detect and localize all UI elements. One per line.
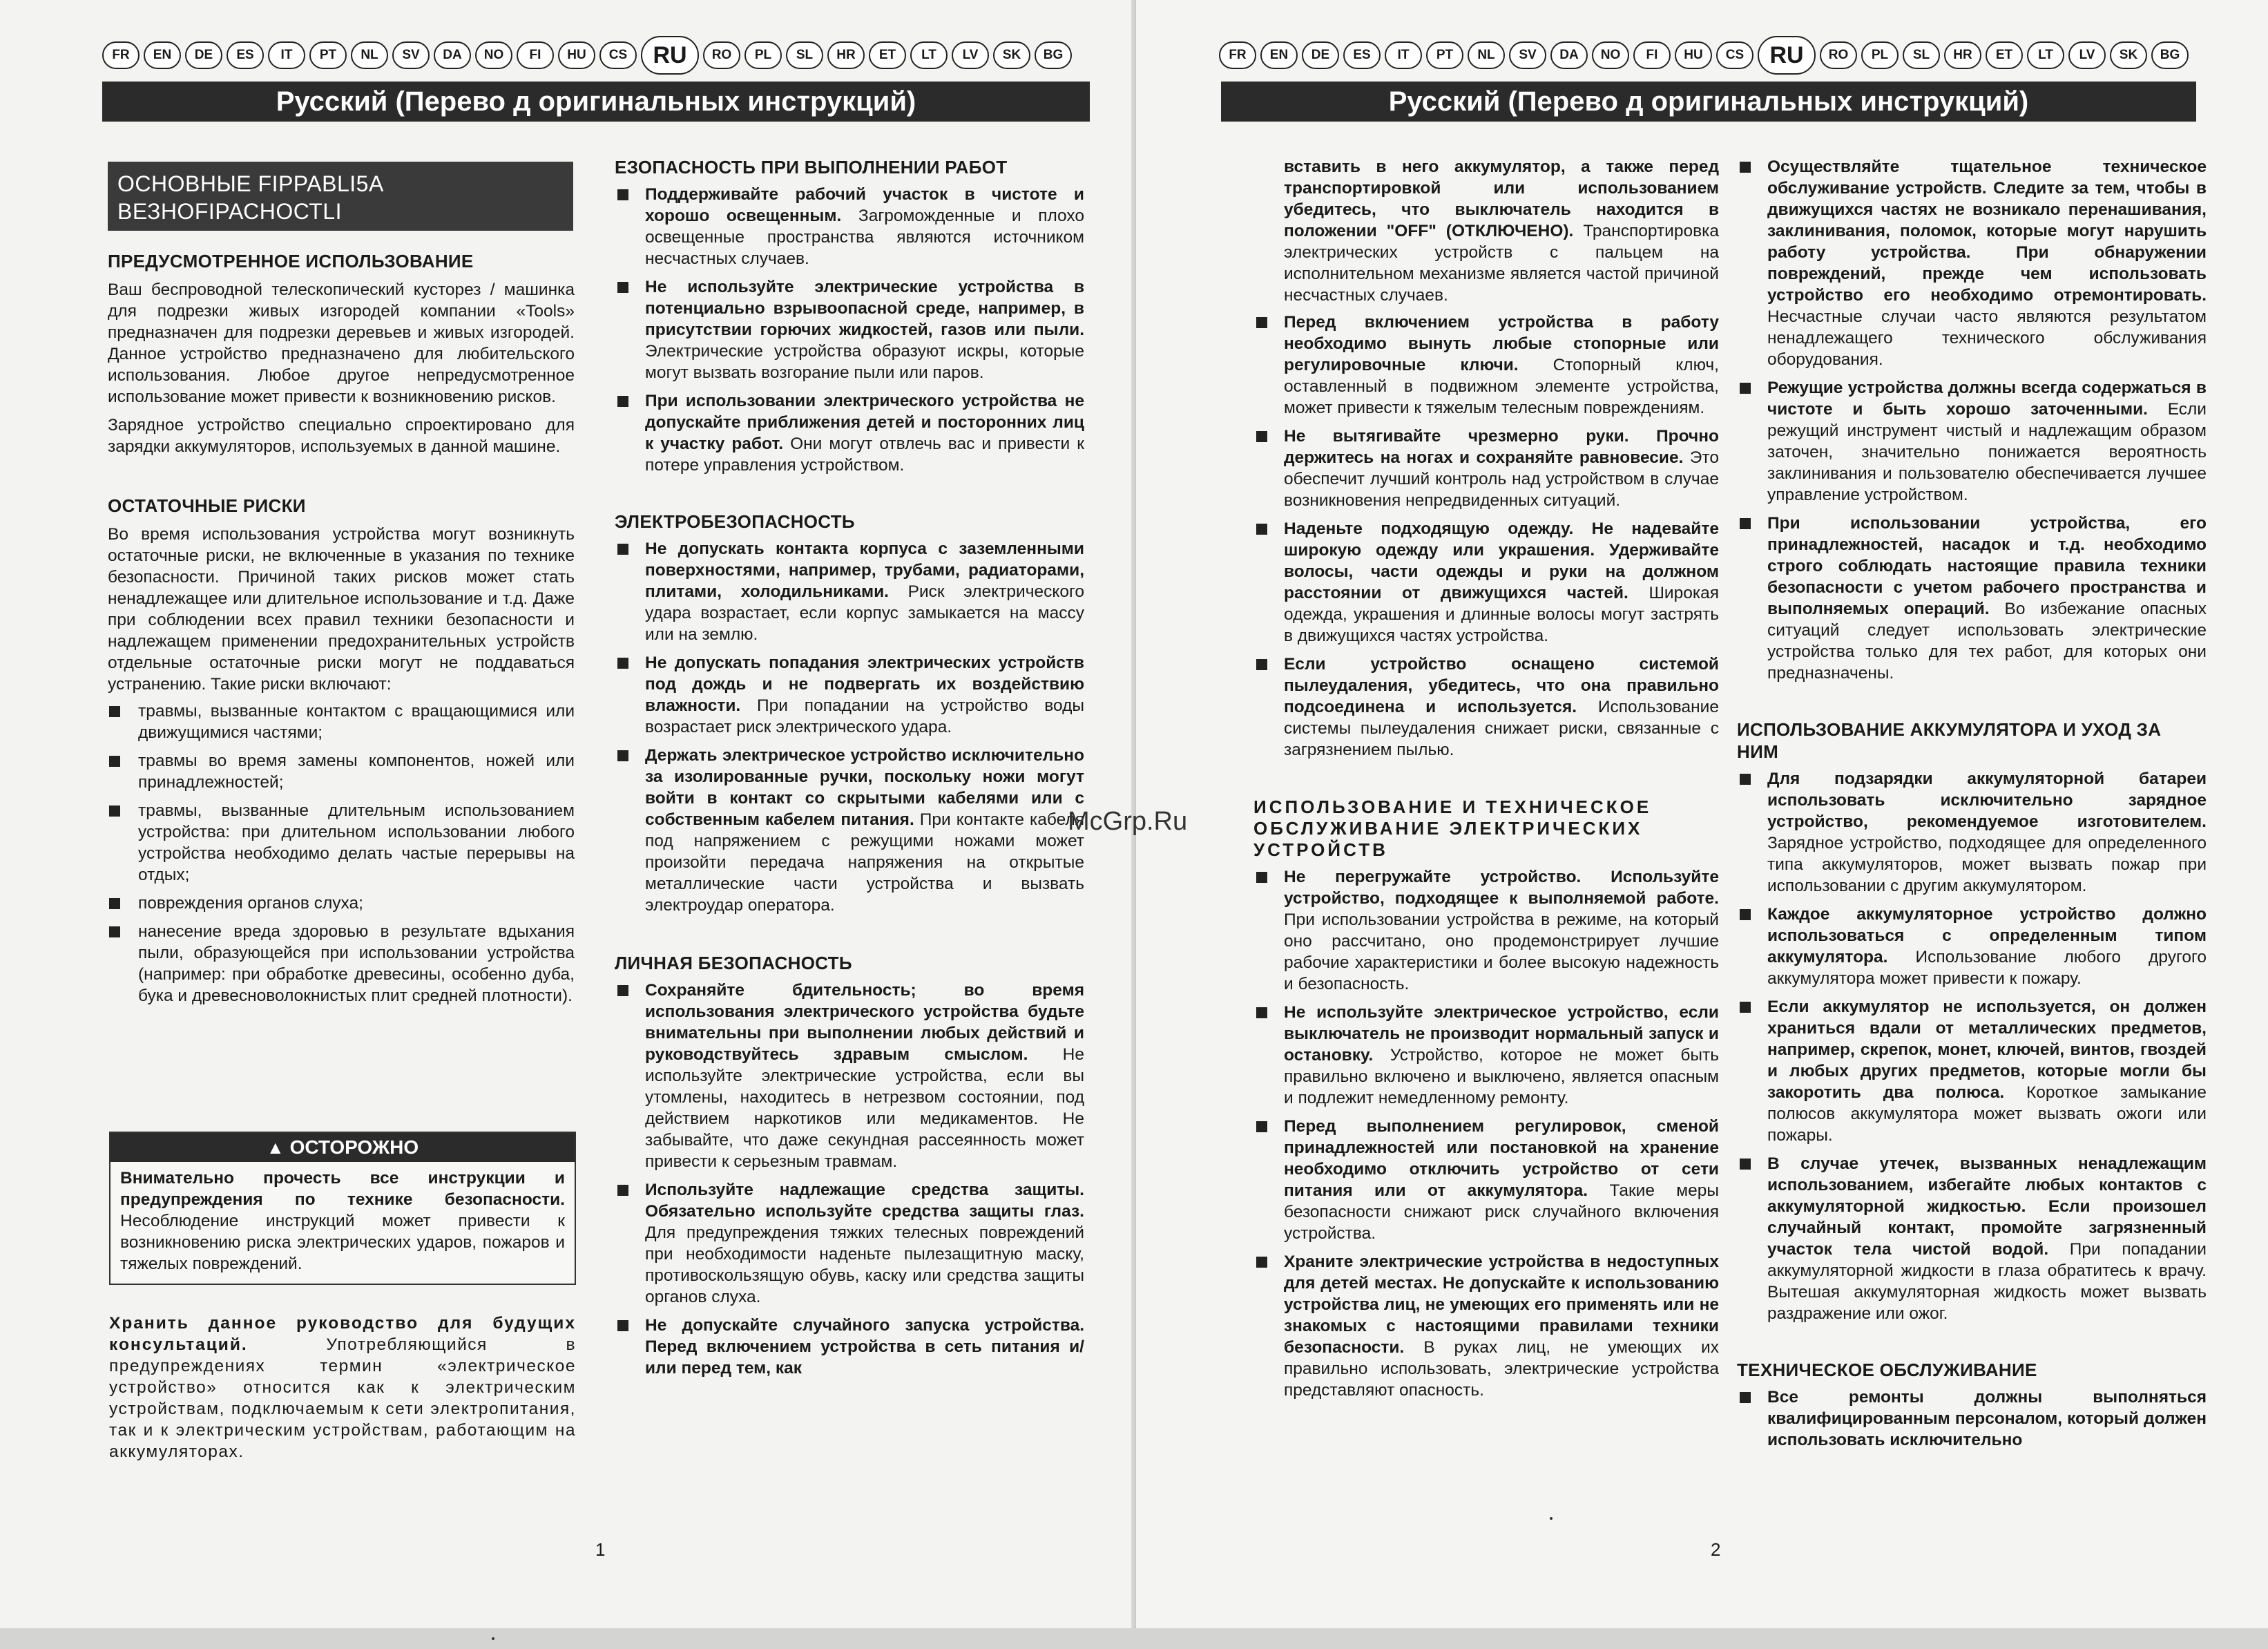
language-sk[interactable]: SK [993, 41, 1030, 69]
list-item-bold: Не перегружайте устройство. Используйте устройство, подходящее к выполняемой работе. [1284, 868, 1719, 908]
list-item-text: Стопорный ключ, оставленный в подвижном элементе устройства, может привести к тяжелым телесным повреждениям. [1284, 356, 1719, 417]
personal-safety-list-continued [1253, 312, 1719, 761]
residual-risks-heading: ОСТАТОЧНЫЕ РИСКИ [108, 495, 306, 516]
list-item-bold: Сохраняйте бдительность; во время использования электрического устройства будьте внимательны при выполнении любых действий и руководствуйтесь здравым смыслом. [645, 981, 1084, 1064]
language-ru[interactable]: RU [641, 36, 699, 75]
language-cs[interactable]: CS [1716, 41, 1753, 69]
list-item [1253, 518, 1719, 647]
language-lv[interactable]: LV [2068, 41, 2106, 69]
list-item-bold: В случае утечек, вызванных ненадлежащим использованием, избегайте любых контактов с аккумуляторной жидкостью. Если произошел случайный контакт, промойте загрязненный участок тела чистой водой. [1767, 1154, 2207, 1259]
list-item-bold: Осуществляйте тщательное техническое обслуживание устройств. Следите за тем, чтобы в движущихся частях не возникало перенашивания, заклинивания, поломок, которые могут нарушить работу устройства. При обнаружении повреждений, прежде чем использовать устройство его необходимо отремонтировать. [1767, 158, 2207, 305]
list-item-text: Такие меры безопасности снижают риск случайного включения устройства. [1284, 1181, 1720, 1243]
list-item-text: Широкая одежда, украшения и длинные волосы могут застрять в движущихся частях устройства. [1284, 584, 1719, 645]
continued-text: Транспортировка электрических устройств с пальцем на исполнительном механизме является частой причиной несчастных случаев. [1284, 222, 1719, 305]
keep-manual-bold: Хранить данное руководство для будущих консультаций. [109, 1314, 576, 1354]
list-item [615, 538, 1084, 645]
list-item [615, 276, 1084, 383]
list-item [1737, 768, 2207, 897]
language-sl[interactable]: SL [786, 41, 823, 69]
language-es[interactable]: ES [1343, 41, 1381, 69]
scan-speck [1550, 1517, 1553, 1520]
page-header: Русский (Перево д оригинальных инструкций) [102, 82, 1090, 122]
warning-text: Несоблюдение инструкций может привести к возникновению риска электрических ударов, пожаров и тяжелых повреждений. [120, 1212, 565, 1273]
battery-heading: ИСПОЛЬЗОВАНИЕ АККУМУЛЯТОРА И УХОД ЗА НИМ [1737, 719, 2162, 762]
list-item-bold: Поддерживайте рабочий участок в чистоте и хорошо освещенным. [645, 185, 1084, 225]
list-item [1253, 426, 1719, 511]
list-item-bold: Используйте надлежащие средства защиты. Обязательно используйте средства защиты глаз. [645, 1181, 1084, 1221]
list-item [1253, 1116, 1719, 1244]
language-cs[interactable]: CS [599, 41, 637, 69]
list-item [615, 390, 1084, 476]
language-hu[interactable]: HU [1675, 41, 1712, 69]
intended-use-paragraph: Ваш беспроводной телескопический кусторез / машинка для подрезки живых изгородей компании «Tools» предназначен для подрезки деревьев и живых изгородей. Данное устройство предназначено для любительского использования. Любое другое непредусмотренное использование может привести к возникновению рисков. [108, 280, 575, 406]
residual-risks-paragraph: Во время использования устройства могут возникнуть остаточные риски, не включенные в указания по технике безопасности. Причиной таких рисков может стать ненадлежащее или длительное использование и т.д. Даже при соблюдении всех правил техники безопасности и надлежащем применении предохранительных устройств отдельные остаточные риски могут не поддаваться устранению. Такие риски включают: [108, 525, 575, 694]
use-maintenance-list [1253, 866, 1719, 1401]
language-bg[interactable]: BG [2151, 41, 2189, 69]
language-de[interactable]: DE [185, 41, 222, 69]
list-item-bold: Не допускать контакта корпуса с заземленными поверхностями, например, трубами, радиаторами, плитами, холодильниками. [645, 540, 1084, 601]
language-da[interactable]: DA [1550, 41, 1588, 69]
language-it[interactable]: IT [1385, 41, 1422, 69]
list-item-bold: Не используйте электрические устройства в потенциально взрывоопасной среде, например, в присутствии горючих жидкостей, газов или пыли. [645, 278, 1084, 339]
battery-list [1737, 768, 2207, 1324]
page-number-1: 1 [595, 1539, 606, 1560]
list-item-text: При попадании на устройство воды возрастает риск электрического удара. [645, 696, 1084, 736]
language-hr[interactable]: HR [827, 41, 865, 69]
intended-use-heading: ПРЕДУСМОТРЕННОЕ ИСПОЛЬЗОВАНИЕ [108, 251, 474, 271]
warning-triangle-icon: ▲ [266, 1136, 285, 1158]
language-pl[interactable]: PL [1861, 41, 1899, 69]
scan-bottom-edge [0, 1628, 2268, 1649]
list-item: травмы во время замены компонентов, ножей или принадлежностей; [108, 750, 575, 793]
language-da[interactable]: DA [434, 41, 471, 69]
electrical-safety-list [615, 538, 1084, 916]
list-item-bold: Не допускать попадания электрических устройств под дождь и не подвергать их воздействию влажности. [645, 654, 1084, 715]
list-item-bold: Режущие устройства должны всегда содержаться в чистоте и быть хорошо заточенными. [1767, 379, 2207, 419]
language-no[interactable]: NO [475, 41, 512, 69]
list-item-bold: Если устройство оснащено системой пылеудаления, убедитесь, что она правильно подсоединена и используется. [1284, 655, 1719, 716]
list-item-text: Использование системы пылеудаления снижает риски, связанные с загрязнением пылью. [1284, 698, 1719, 759]
list-item-text: Устройство, которое не может быть правильно включено и выключено, является опасным и подлежит немедленному ремонту. [1284, 1046, 1719, 1107]
personal-safety-heading: ЛИЧНАЯ БЕЗОПАСНОСТЬ [615, 953, 852, 973]
warning-body [110, 1162, 575, 1280]
list-item [1737, 996, 2207, 1146]
list-item-text: Они могут отвлечь вас и привести к потере управления устройством. [645, 435, 1084, 475]
language-sk[interactable]: SK [2110, 41, 2147, 69]
language-sv[interactable]: SV [1509, 41, 1546, 69]
list-item-text: При контакте кабеля под напряжением с режущими ножами может произойти передача напряжения на открытые металлические части устройства и вызвать электроудар оператора. [645, 810, 1084, 915]
warning-bold-text: Внимательно прочесть все инструкции и предупреждения по технике безопасности. [120, 1169, 565, 1209]
language-fi[interactable]: FI [517, 41, 554, 69]
list-item [615, 1315, 1084, 1379]
list-item [1737, 156, 2207, 370]
list-item-bold: Каждое аккумуляторное устройство должно использоваться с определенным типом аккумулятора. [1767, 905, 2207, 966]
list-item [1737, 513, 2207, 684]
list-item-bold: Не допускайте случайного запуска устройства. Перед включением устройства в сеть питания и/или перед тем, как [645, 1316, 1084, 1378]
language-en[interactable]: EN [1260, 41, 1298, 69]
list-item [1253, 1002, 1719, 1109]
list-item [1253, 654, 1719, 761]
list-item [1737, 377, 2207, 506]
column-3 [1253, 156, 1719, 1401]
list-item-bold: Все ремонты должны выполняться квалифицированным персоналом, который должен использовать исключительно [1767, 1388, 2207, 1449]
list-item [615, 980, 1084, 1172]
language-ru[interactable]: RU [1758, 36, 1816, 75]
charger-paragraph: Зарядное устройство специально спроектировано для зарядки аккумуляторов, используемых в данной машине. [108, 416, 575, 456]
list-item-bold: Для подзарядки аккумуляторной батареи использовать исключительно зарядное устройство, рекомендуемое изготовителем. [1767, 770, 2207, 831]
page-header: Русский (Перево д оригинальных инструкций) [1221, 82, 2196, 122]
language-nl[interactable]: NL [1468, 41, 1505, 69]
language-nl[interactable]: NL [351, 41, 388, 69]
language-de[interactable]: DE [1302, 41, 1339, 69]
list-item [1253, 1251, 1719, 1401]
language-lv[interactable]: LV [952, 41, 989, 69]
list-item-bold: Если аккумулятор не используется, он должен храниться вдали от металлических предметов, например, скрепок, монет, ключей, винтов, гвоздей и любых других предметов, которые могли бы закоротить два полюса. [1767, 998, 2207, 1102]
list-item [1253, 866, 1719, 995]
language-ro[interactable]: RO [703, 41, 740, 69]
watermark: McGrp.Ru [1068, 807, 1188, 836]
list-item-text: Для предупреждения тяжких телесных повреждений при необходимости наденьте пылезащитную маску, противоскользящую обувь, каску или средства защиты органов слуха. [645, 1223, 1084, 1306]
continued-bold: вставить в него аккумулятор, а также перед транспортировкой или использованием убедитесь, что выключатель находится в положении "OFF" (ОТКЛЮЧЕНО). [1284, 158, 1719, 240]
language-selector [102, 36, 1072, 75]
list-item-bold: Перед включением устройства в работу необходимо вынуть любые стопорные или регулировочные ключи. [1284, 313, 1719, 374]
list-item-bold: Перед выполнением регулировок, сменой принадлежностей или постановкой на хранение необходимо отключить устройство от сети питания или от аккумулятора. [1284, 1117, 1719, 1200]
list-item-text: Использование любого другого аккумулятора может привести к пожару. [1767, 948, 2207, 988]
scan-speck [492, 1637, 494, 1640]
language-hr[interactable]: HR [1944, 41, 1981, 69]
list-item-text: Если режущий инструмент чистый и надлежащим образом заточен, значительно понижается вероятность заклинивания и пользователю обеспечивается лучшее управление устройством. [1767, 400, 2207, 504]
page-number-2: 2 [1711, 1539, 1721, 1560]
language-pt[interactable]: PT [1426, 41, 1463, 69]
language-fr[interactable]: FR [102, 41, 140, 69]
list-item: травмы, вызванные длительным использованием устройства: при длительном использовании любого устройства необходимо делать частые перерывы на отдых; [108, 800, 575, 886]
language-sl[interactable]: SL [1903, 41, 1940, 69]
language-hu[interactable]: HU [558, 41, 595, 69]
list-item: повреждения органов слуха; [108, 893, 575, 914]
language-et[interactable]: ET [869, 41, 906, 69]
language-es[interactable]: ES [227, 41, 264, 69]
language-selector [1219, 36, 2189, 75]
workplace-safety-list [615, 184, 1084, 476]
language-pt[interactable]: PT [309, 41, 347, 69]
list-item-bold: Не используйте электрическое устройство, если выключатель не производит нормальный запуск и остановку. [1284, 1003, 1719, 1065]
list-item-text: Риск электрического удара возрастает, если корпус замыкается на массу или на землю. [645, 582, 1084, 644]
language-it[interactable]: IT [268, 41, 305, 69]
list-item-bold: Держать электрическое устройство исключительно за изолированные ручки, поскольку ножи могут войти в контакт со скрытыми кабелями или с собственным кабелем питания. [645, 746, 1084, 829]
list-item-text: В руках лиц, не умеющих их правильно использовать, электрические устройства представляют опасность. [1284, 1338, 1719, 1400]
list-item-text: При попадании аккумуляторной жидкости в глаза обратитесь к врачу. Вытешая аккумуляторная жидкость может вызвать раздражение или ожог. [1767, 1240, 2207, 1323]
list-item-bold: При использовании устройства, его принадлежностей, насадок и т.д. необходимо строго соблюдать настоящие правила техники безопасности с учетом рабочего пространства и выполняемых операций. [1767, 514, 2207, 618]
service-heading: ТЕХНИЧЕСКОЕ ОБСЛУЖИВАНИЕ [1737, 1360, 2037, 1380]
list-item [615, 745, 1084, 916]
maintenance-list [1737, 156, 2207, 684]
language-sv[interactable]: SV [392, 41, 430, 69]
list-item [1737, 904, 2207, 989]
keep-manual-text: Употребляющийся в предупреждениях термин «электрическое устройство» относится как к электрическим устройствам, подключаемым к сети электропитания, так и к электрическим устройствам, работающим на аккумуляторах. [109, 1335, 576, 1461]
keep-manual-note [109, 1313, 576, 1462]
list-item [1737, 1386, 2207, 1451]
language-fi[interactable]: FI [1633, 41, 1671, 69]
list-item-text: Зарядное устройство, подходящее для определенного типа аккумуляторов, может вызвать пожар при использовании с другим аккумулятором. [1767, 834, 2207, 895]
continued-paragraph [1253, 156, 1719, 306]
list-item-text: Не используйте электрические устройства, если вы утомлены, находитесь в нетрезвом состоянии, под действием наркотиков или медикаментов. Не забывайте, что даже секундная рассеянность может привести к серьезным травмам. [645, 1045, 1084, 1171]
language-et[interactable]: ET [1986, 41, 2023, 69]
list-item [615, 1179, 1084, 1308]
warning-header [110, 1133, 575, 1162]
list-item [615, 652, 1084, 738]
column-4 [1737, 156, 2207, 1451]
list-item: травмы, вызванные контактом с вращающимися или движущимися частями; [108, 700, 575, 743]
list-item-bold: Не вытягивайте чрезмерно руки. Прочно держитесь на ногах и сохраняйте равновесие. [1284, 427, 1719, 467]
personal-safety-list [615, 980, 1084, 1379]
list-item-bold: Наденьте подходящую одежду. Не надевайте широкую одежду или украшения. Удерживайте волосы, части одежды и руки на должном расстоянии от движущихся частей. [1284, 520, 1719, 602]
column-2 [615, 156, 1084, 1379]
list-item-text: Во избежание опасных ситуаций следует использовать электрические устройства только для тех работ, для которых они предназначены. [1767, 600, 2207, 683]
list-item: нанесение вреда здоровью в результате вдыхания пыли, образующейся при использовании устройства (например: при обработке древесины, особенно дуба, бука и древесноволокнистых плит средней плотности). [108, 921, 575, 1007]
list-item-text: Несчастные случаи часто являются результатом ненадлежащего технического обслуживания оборудования. [1767, 307, 2207, 369]
language-ro[interactable]: RO [1820, 41, 1857, 69]
page-2 [1136, 0, 2268, 1649]
language-bg[interactable]: BG [1035, 41, 1072, 69]
list-item-text: Это обеспечит лучший контроль над устройством в случае возникновения непредвиденных ситуаций. [1284, 448, 1719, 510]
warning-box [109, 1132, 576, 1285]
language-lt[interactable]: LT [2027, 41, 2064, 69]
language-no[interactable]: NO [1592, 41, 1629, 69]
list-item-text: При использовании устройства в режиме, на который оно рассчитано, оно продемонстрирует лучшие рабочие характеристики и более высокую надежность и безопасность. [1284, 911, 1719, 993]
list-item-bold: При использовании электрического устройства не допускайте приближения детей и посторонних лиц к участку работ. [645, 392, 1084, 453]
section-title-box: ОСНОВНЫЕ FIPPABLI5A ВЕЗНОFIРАСНОСТLI [108, 162, 573, 231]
list-item-bold: Храните электрические устройства в недоступных для детей местах. Не допускайте к использованию устройства лиц, не умеющих его применять или не знакомых с настоящими правилами техники безопасности. [1284, 1252, 1719, 1357]
language-lt[interactable]: LT [910, 41, 948, 69]
language-fr[interactable]: FR [1219, 41, 1256, 69]
list-item [1737, 1153, 2207, 1324]
residual-risks-list [108, 700, 575, 1007]
use-maintenance-heading: ИСПОЛЬЗОВАНИЕ И ТЕХНИЧЕСКОЕ ОБСЛУЖИВАНИЕ ЭЛЕКТРИЧЕСКИХ УСТРОЙСТВ [1253, 797, 1652, 860]
language-en[interactable]: EN [144, 41, 181, 69]
column-1 [108, 250, 575, 1007]
list-item [1253, 312, 1719, 419]
list-item [615, 184, 1084, 269]
service-list [1737, 1386, 2207, 1451]
electrical-safety-heading: ЭЛЕКТРОБЕЗОПАСНОСТЬ [615, 511, 855, 532]
workplace-safety-heading: ЕЗОПАСНОСТЬ ПРИ ВЫПОЛНЕНИИ РАБОТ [615, 157, 1008, 178]
warning-title: ОСТОРОЖНО [289, 1136, 419, 1158]
list-item-text: Загроможденные и плохо освещенные пространства являются источником несчастных случаев. [645, 207, 1084, 268]
list-item-text: Электрические устройства образуют искры, которые могут вызвать возгорание пыли или паров. [645, 342, 1084, 382]
language-pl[interactable]: PL [744, 41, 782, 69]
list-item-text: Короткое замыкание полюсов аккумулятора может вызвать ожоги или пожары. [1767, 1083, 2207, 1145]
